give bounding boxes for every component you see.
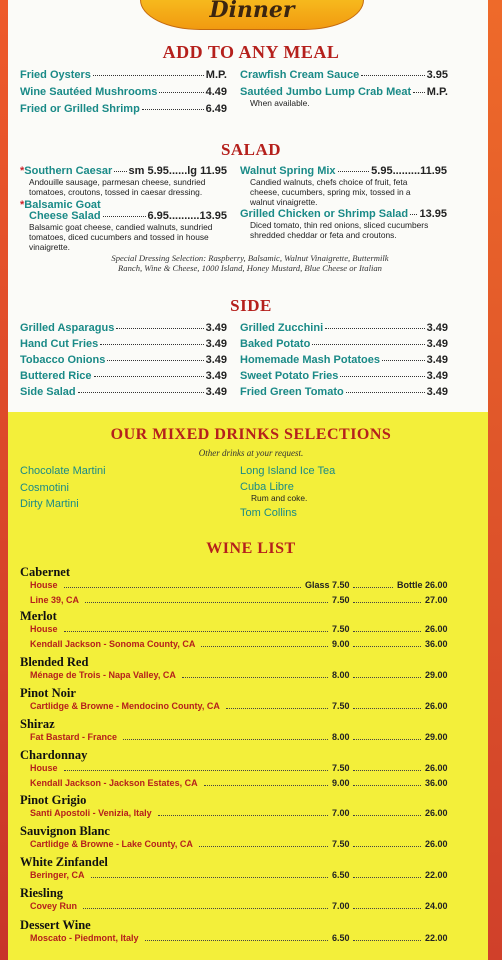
wine-type-heading: Pinot Noir <box>20 686 76 700</box>
dressing-note: Special Dressing Selection: Raspberry, Balsamic, Walnut Vinaigrette, Buttermilk <box>111 253 389 263</box>
leader-dots <box>182 677 328 678</box>
menu-item: Buttered Rice 3.49 <box>20 370 227 382</box>
bottle-price: 27.00 <box>425 595 448 605</box>
glass-price: 6.50 <box>332 870 350 880</box>
glass-price: 6.50 <box>332 933 350 943</box>
bottle-price: 22.00 <box>425 933 448 943</box>
item-description: Andouille sausage, parmesan cheese, sundried tomatoes, croutons, tossed in caesar dressing. <box>29 177 206 197</box>
wine-type-heading: Shiraz <box>20 717 55 731</box>
add-to-meal-heading: ADD TO ANY MEAL <box>162 42 340 62</box>
wine-row <box>30 808 448 820</box>
leader-dots <box>158 815 328 816</box>
leader-dots <box>353 785 421 786</box>
drink-item: Long Island Ice Tea <box>240 465 336 477</box>
drink-item: Tom Collins <box>240 507 297 519</box>
item-description: Diced tomato, thin red onions, sliced cucumbers shredded cheddar or feta and croutons. <box>250 220 429 240</box>
leader-dots <box>353 708 421 709</box>
menu-item: Fried Green Tomato 3.49 <box>240 386 448 398</box>
menu-item: Wine Sautéed Mushrooms 4.49 <box>20 86 227 98</box>
item-description: Balsamic goat cheese, candied walnuts, sundried tomatoes, diced cucumbers and tossed in house vinaigrette. <box>29 222 213 252</box>
wine-type-heading: Chardonnay <box>20 748 88 762</box>
menu-item: Sautéed Jumbo Lump Crab Meat M.P. <box>240 86 448 98</box>
bottle-price: 36.00 <box>425 639 448 649</box>
leader-dots <box>353 646 421 647</box>
leader-dots <box>123 739 328 740</box>
menu-item: * Balsamic Goat <box>20 199 101 211</box>
leader-dots <box>83 908 328 909</box>
wine-row <box>30 624 448 636</box>
leader-dots <box>353 587 393 588</box>
item-description: When available. <box>250 98 310 108</box>
side-heading: SIDE <box>230 296 272 315</box>
menu-item: Grilled Chicken or Shrimp Salad 13.95 <box>240 208 447 220</box>
leader-dots <box>353 815 421 816</box>
leader-dots <box>204 785 328 786</box>
bottle-price: 36.00 <box>425 778 448 788</box>
menu-item: Sweet Potato Fries 3.49 <box>240 370 448 382</box>
wine-type-heading: White Zinfandel <box>20 855 108 869</box>
leader-dots <box>64 587 301 588</box>
item-description: Candied walnuts, chefs choice of fruit, feta cheese, cucumbers, spring mix, tossed in a walnut vinaigrette. <box>250 177 411 207</box>
wine-name: Cartlidge & Browne - Mendocino County, CA <box>30 701 220 711</box>
menu-item: * Southern Caesar sm 5.95......lg 11.95 <box>20 165 227 177</box>
wine-name: Cartlidge & Browne - Lake County, CA <box>30 839 193 849</box>
bottle-price: 26.00 <box>425 763 448 773</box>
wine-row <box>30 670 448 682</box>
salad-heading: SALAD <box>220 140 282 159</box>
wine-type-heading: Pinot Grigio <box>20 793 87 807</box>
leader-dots <box>353 770 421 771</box>
wine-name: Beringer, CA <box>30 870 85 880</box>
leader-dots <box>353 602 421 603</box>
menu-item: Grilled Zucchini 3.49 <box>240 322 448 334</box>
bottle-price: 29.00 <box>425 732 448 742</box>
glass-price: 7.50 <box>332 624 350 634</box>
wine-name: House <box>30 624 58 634</box>
bottle-price: 26.00 <box>425 624 448 634</box>
drink-item: Chocolate Martini <box>20 465 106 477</box>
wine-row <box>30 595 448 607</box>
bottle-price: Bottle 26.00 <box>397 580 448 590</box>
leader-dots <box>64 770 328 771</box>
leader-dots <box>226 708 328 709</box>
leader-dots <box>91 877 328 878</box>
drink-item: Dirty Martini <box>20 498 79 510</box>
glass-price: 7.50 <box>332 701 350 711</box>
leader-dots <box>353 908 421 909</box>
wine-type-heading: Sauvignon Blanc <box>20 824 110 838</box>
leader-dots <box>145 940 328 941</box>
bottle-price: 24.00 <box>425 901 448 911</box>
wine-name: Fat Bastard - France <box>30 732 118 742</box>
leader-dots <box>199 846 328 847</box>
glass-price: Glass 7.50 <box>305 580 350 590</box>
wine-row <box>30 870 448 882</box>
bottle-price: 26.00 <box>425 701 448 711</box>
menu-item: Walnut Spring Mix 5.95.........11.95 <box>240 165 447 177</box>
glass-price: 9.00 <box>332 639 350 649</box>
dinner-tab <box>140 0 364 30</box>
bottle-price: 26.00 <box>425 808 448 818</box>
menu-item: Side Salad 3.49 <box>20 386 227 398</box>
menu-item: Hand Cut Fries 3.49 <box>20 338 227 350</box>
leader-dots <box>353 631 421 632</box>
wine-type-heading: Blended Red <box>20 655 89 669</box>
menu-item: Baked Potato 3.49 <box>240 338 448 350</box>
glass-price: 7.50 <box>332 595 350 605</box>
dinner-title: Dinner <box>209 0 295 23</box>
bottle-price: 29.00 <box>425 670 448 680</box>
leader-dots <box>85 602 328 603</box>
menu-item: Crawfish Cream Sauce 3.95 <box>240 69 448 81</box>
wine-row <box>30 763 448 775</box>
wine-name: Moscato - Piedmont, Italy <box>30 933 139 943</box>
wine-row <box>30 901 448 913</box>
glass-price: 8.00 <box>332 670 350 680</box>
wine-row <box>30 701 448 713</box>
item-description: Rum and coke. <box>251 493 308 503</box>
menu-item: Fried or Grilled Shrimp 6.49 <box>20 103 227 115</box>
leader-dots <box>353 940 421 941</box>
wine-list-heading: WINE LIST <box>206 540 296 557</box>
wine-row <box>30 778 448 790</box>
glass-price: 7.00 <box>332 808 350 818</box>
wine-name: Santi Apostoli - Venizia, Italy <box>30 808 152 818</box>
wine-name: House <box>30 580 58 590</box>
leader-dots <box>353 677 421 678</box>
bottle-price: 22.00 <box>425 870 448 880</box>
leader-dots <box>353 877 421 878</box>
drink-item: Cosmotini <box>20 482 69 494</box>
glass-price: 7.50 <box>332 839 350 849</box>
wine-row <box>30 639 448 651</box>
menu-item: Grilled Asparagus 3.49 <box>20 322 227 334</box>
wine-name: House <box>30 763 58 773</box>
glass-price: 8.00 <box>332 732 350 742</box>
wine-row <box>30 933 448 945</box>
wine-type-heading: Merlot <box>20 609 57 623</box>
wine-type-heading: Riesling <box>20 886 64 900</box>
wine-name: Kendall Jackson - Jackson Estates, CA <box>30 778 198 788</box>
drink-item: Cuba Libre <box>240 481 294 493</box>
mixed-drinks-heading: OUR MIXED DRINKS SELECTIONS <box>110 426 392 443</box>
menu-item: Fried Oysters M.P. <box>20 69 227 81</box>
leader-dots <box>353 739 421 740</box>
glass-price: 7.00 <box>332 901 350 911</box>
wine-row <box>30 839 448 851</box>
glass-price: 9.00 <box>332 778 350 788</box>
bottle-price: 26.00 <box>425 839 448 849</box>
wine-type-heading: Cabernet <box>20 565 70 579</box>
leader-dots <box>353 846 421 847</box>
wine-name: Kendall Jackson - Sonoma County, CA <box>30 639 196 649</box>
drinks-subtitle: Other drinks at your request. <box>198 448 304 458</box>
leader-dots <box>201 646 328 647</box>
wine-row <box>30 580 448 592</box>
menu-item: Tobacco Onions 3.49 <box>20 354 227 366</box>
glass-price: 7.50 <box>332 763 350 773</box>
menu-item: Cheese Salad 6.95..........13.95 <box>29 210 227 222</box>
menu-item: Homemade Mash Potatoes 3.49 <box>240 354 448 366</box>
wine-type-heading: Dessert Wine <box>20 918 91 932</box>
leader-dots <box>64 631 328 632</box>
wine-row <box>30 732 448 744</box>
wine-name: Covey Run <box>30 901 78 911</box>
wine-name: Line 39, CA <box>30 595 80 605</box>
dressing-note: Ranch, Wine & Cheese, 1000 Island, Honey Mustard, Blue Cheese or Italian <box>118 263 382 273</box>
wine-name: Ménage de Trois - Napa Valley, CA <box>30 670 176 680</box>
